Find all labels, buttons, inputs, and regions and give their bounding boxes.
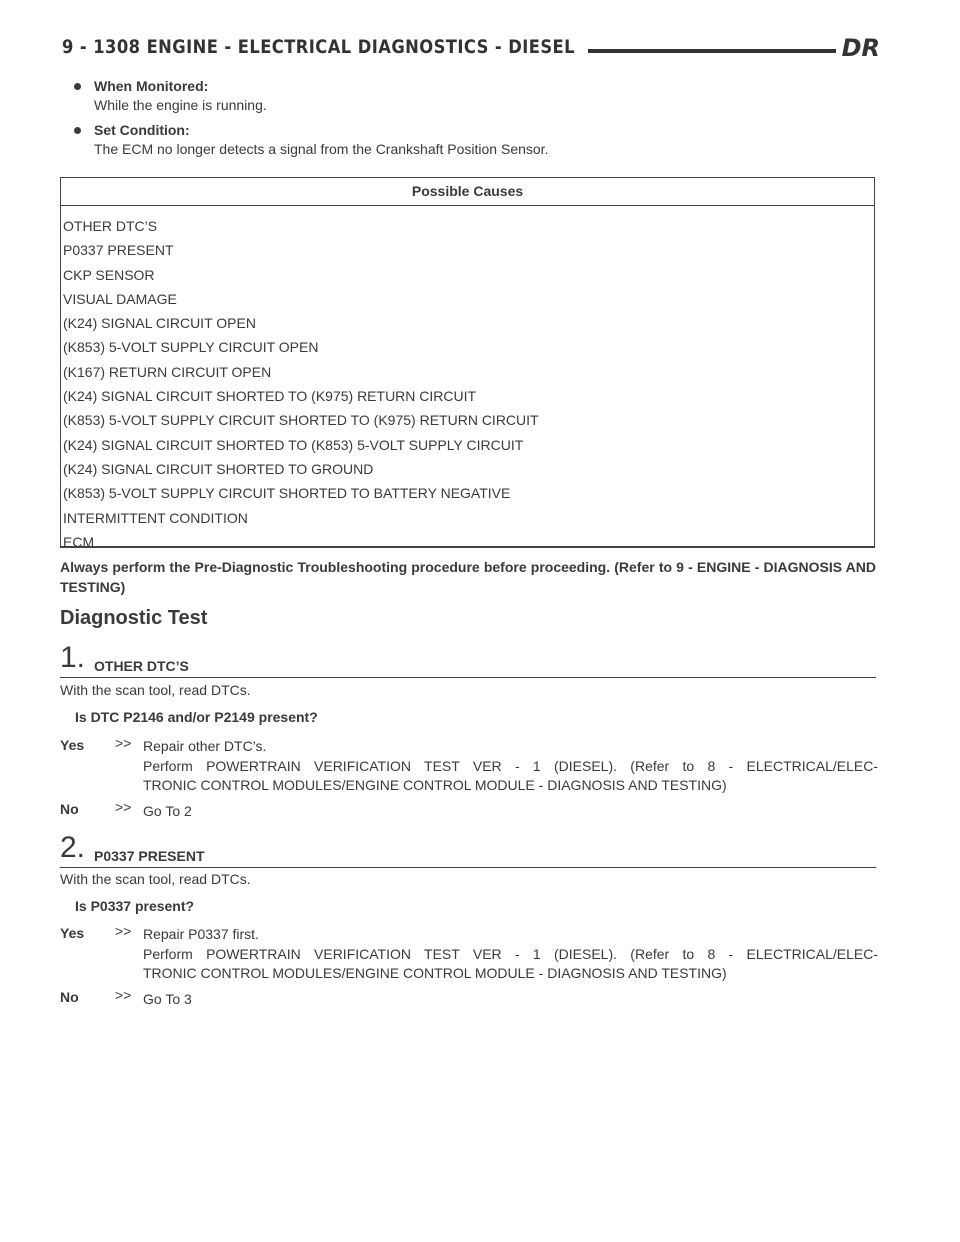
cause-item: (K24) SIGNAL CIRCUIT SHORTED TO (K853) 5-VOLT SUPPLY CIRCUIT (63, 436, 524, 453)
cause-item: INTERMITTENT CONDITION (63, 509, 248, 526)
cause-item: ECM (63, 533, 95, 550)
step-1-yes-label: Yes (60, 737, 85, 753)
step-1-instruction: With the scan tool, read DTCs. (60, 682, 251, 698)
step-2-yes-label: Yes (60, 925, 85, 941)
cause-item: OTHER DTC’S (63, 218, 158, 234)
step-2-instruction: With the scan tool, read DTCs. (60, 871, 251, 887)
bullet-when-monitored (74, 77, 874, 115)
step-2-no-arrow: >> (115, 987, 132, 1003)
step-title: OTHER DTC’S (94, 658, 189, 674)
model-code: DR (841, 34, 880, 62)
step-title: P0337 PRESENT (94, 848, 205, 864)
bullet-label: Set Condition: (94, 122, 190, 138)
step-1-no-arrow: >> (115, 799, 132, 815)
possible-causes-table (60, 177, 875, 548)
step-number: 2. (60, 831, 86, 864)
cause-item: (K853) 5-VOLT SUPPLY CIRCUIT OPEN (63, 339, 319, 356)
page-header-title: 9 - 1308 ENGINE - ELECTRICAL DIAGNOSTICS - DIESEL (62, 36, 576, 58)
cause-item: (K853) 5-VOLT SUPPLY CIRCUIT SHORTED TO (K975) RETURN CIRCUIT (63, 412, 539, 429)
cause-item: (K167) RETURN CIRCUIT OPEN (63, 363, 272, 380)
step-2-yes-arrow: >> (115, 923, 132, 939)
cause-item: (K24) SIGNAL CIRCUIT SHORTED TO GROUND (63, 460, 374, 477)
bullet-text: The ECM no longer detects a signal from the Crankshaft Position Sensor. (94, 141, 549, 157)
cause-item: VISUAL DAMAGE (63, 290, 177, 307)
step-2-question: Is P0337 present? (75, 898, 195, 914)
step-1-no-action: Go To 2 (143, 803, 192, 819)
bullet-set-condition (74, 121, 874, 159)
step-1-no-label: No (60, 801, 79, 817)
bullet-label: When Monitored: (94, 78, 209, 94)
diagnostic-test-title: Diagnostic Test (60, 607, 208, 629)
step-2-no-label: No (60, 989, 79, 1005)
monitor-conditions (74, 77, 874, 165)
step-1-yes-verify-line-1: Perform POWERTRAIN VERIFICATION TEST VER - 1 (DIESEL). (Refer to 8 - ELECTRICAL/ELEC- (143, 758, 878, 774)
step-2-header (60, 831, 876, 868)
step-1-header (60, 641, 876, 678)
step-2-yes-verify-line-2: TRONIC CONTROL MODULES/ENGINE CONTROL MODULE - DIAGNOSIS AND TESTING) (143, 965, 727, 981)
step-2-no-action: Go To 3 (143, 991, 192, 1007)
cause-item: (K853) 5-VOLT SUPPLY CIRCUIT SHORTED TO BATTERY NEGATIVE (63, 485, 511, 502)
bullet-text: While the engine is running. (94, 97, 267, 113)
pre-diagnostic-note: Always perform the Pre-Diagnostic Troubleshooting procedure before proceeding. (Refer to 9 - ENGINE - DIAGNOSIS AND TESTING) (60, 559, 876, 595)
cause-item: (K24) SIGNAL CIRCUIT SHORTED TO (K975) RETURN CIRCUIT (63, 388, 477, 405)
step-number: 1. (60, 641, 86, 674)
cause-item: (K24) SIGNAL CIRCUIT OPEN (63, 315, 256, 332)
possible-causes-header: Possible Causes (61, 178, 874, 206)
step-2-yes-verify-line-1: Perform POWERTRAIN VERIFICATION TEST VER - 1 (DIESEL). (Refer to 8 - ELECTRICAL/ELEC- (143, 946, 878, 962)
bullet-dot-icon (74, 83, 81, 90)
step-1-yes-action: Repair other DTC’s. (143, 738, 267, 754)
page-header (62, 36, 880, 66)
step-1-question: Is DTC P2146 and/or P2149 present? (75, 709, 318, 725)
header-rule (588, 49, 836, 53)
cause-item: P0337 PRESENT (63, 242, 174, 259)
step-1-yes-arrow: >> (115, 735, 132, 751)
cause-item: CKP SENSOR (63, 266, 155, 283)
possible-causes-list (61, 206, 874, 554)
step-2-yes-action: Repair P0337 first. (143, 926, 259, 942)
step-1-yes-verify-line-2: TRONIC CONTROL MODULES/ENGINE CONTROL MODULE - DIAGNOSIS AND TESTING) (143, 777, 727, 793)
bullet-dot-icon (74, 127, 81, 134)
